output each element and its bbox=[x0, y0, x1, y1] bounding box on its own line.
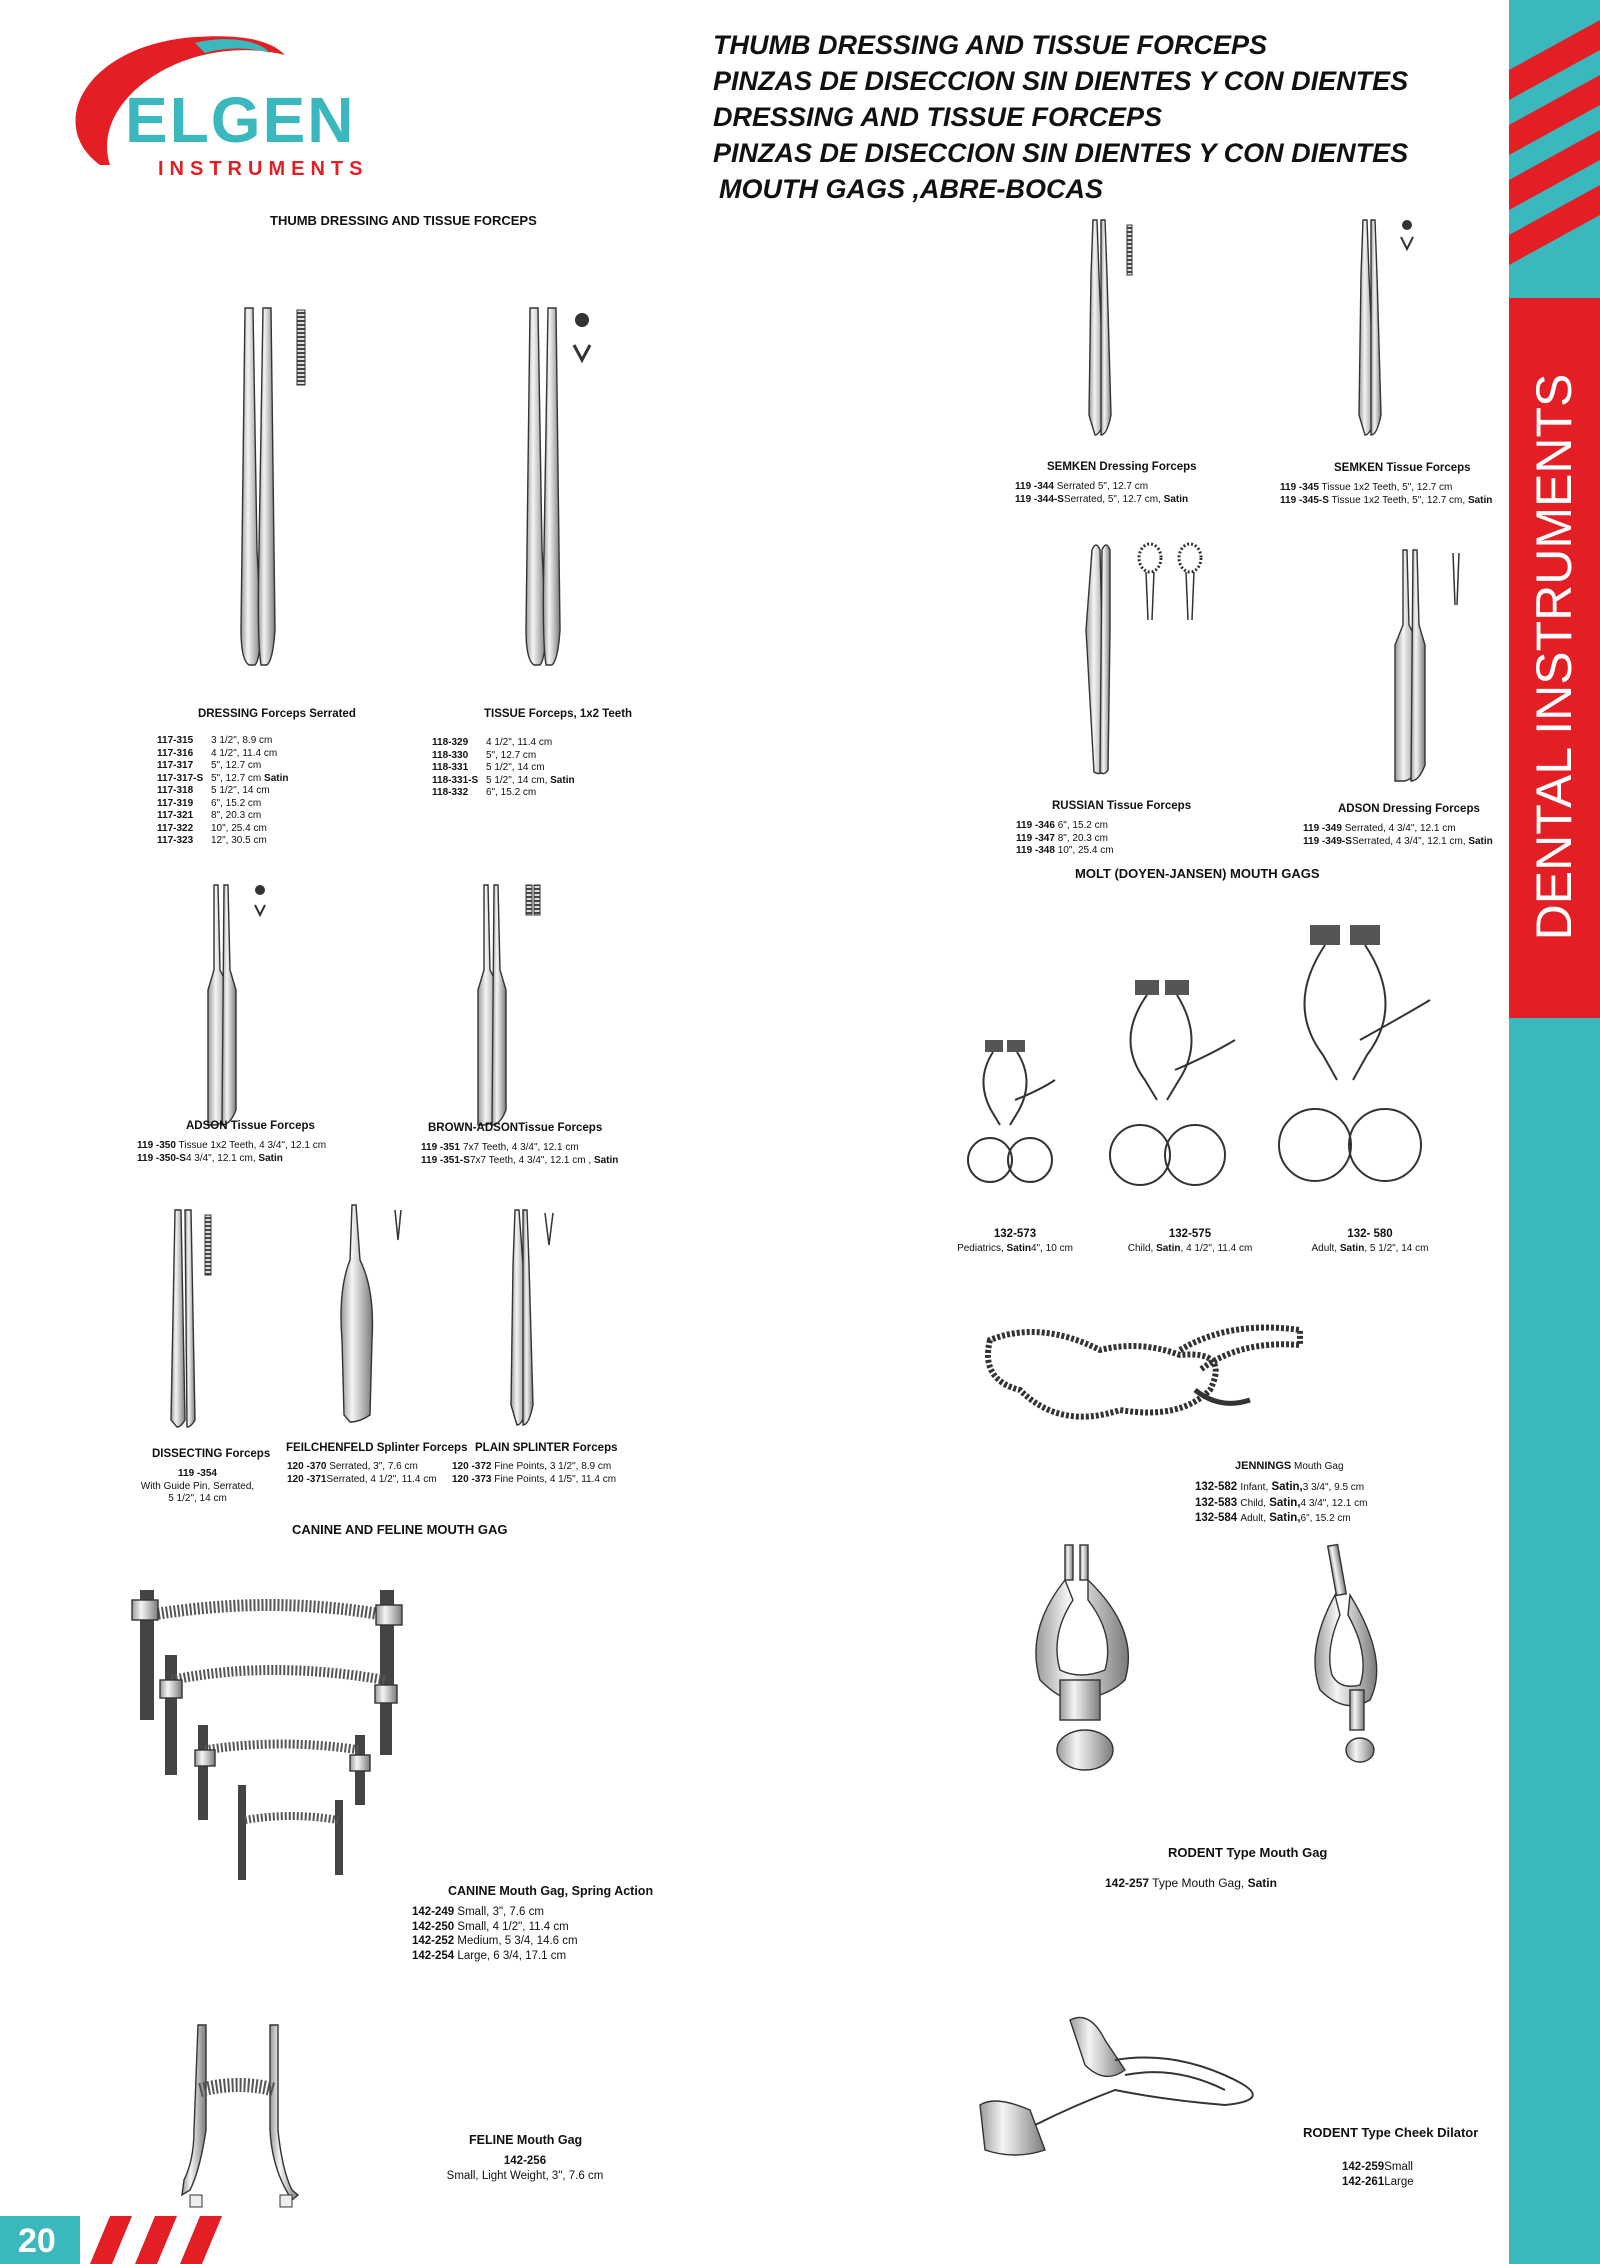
title-line-1: THUMB DRESSING AND TISSUE FORCEPS bbox=[713, 30, 1268, 60]
molt-gag-pediatric-image bbox=[955, 1030, 1065, 1195]
jennings-title: JENNINGS Mouth Gag bbox=[1235, 1460, 1344, 1472]
dissecting-forceps-image bbox=[165, 1205, 225, 1430]
semken-tissue-specs: 119 -345 Tissue 1x2 Teeth, 5", 12.7 cm 119 -345-S Tissue 1x2 Teeth, 5", 12.7 cm, Satin bbox=[1280, 482, 1493, 506]
jennings-specs: 132-582 Infant, Satin,3 3/4", 9.5 cm 132-583 Child, Satin,4 3/4", 12.1 cm 132-584 Adult, Satin,6", 15.2 cm bbox=[1195, 1481, 1368, 1524]
dissecting-specs: 119 -354 With Guide Pin, Serrated, 5 1/2", 14 cm bbox=[140, 1468, 255, 1504]
sidebar-stripes-icon bbox=[1509, 0, 1600, 300]
section-canine-feline: CANINE AND FELINE MOUTH GAG bbox=[292, 1522, 508, 1537]
feilchenfeld-splinter-forceps-image bbox=[330, 1200, 430, 1425]
russian-tissue-forceps-image bbox=[1080, 540, 1220, 780]
brown-adson-forceps-image bbox=[470, 880, 550, 1130]
dissecting-title: DISSECTING Forceps bbox=[152, 1448, 271, 1460]
canine-gag-small bbox=[195, 1725, 370, 1820]
jennings-mouth-gag-image bbox=[980, 1310, 1310, 1450]
plain-splinter-specs: 120 -372 Fine Points, 3 1/2", 8.9 cm 120 -373 Fine Points, 4 1/5", 11.4 cm bbox=[452, 1461, 617, 1485]
brown-adson-title: BROWN-ADSONTissue Forceps bbox=[428, 1122, 603, 1134]
molt-575-caption: 132-575 Child, Satin, 4 1/2", 11.4 cm bbox=[1127, 1228, 1253, 1254]
semken-tissue-title: SEMKEN Tissue Forceps bbox=[1334, 462, 1471, 474]
footer-stripes-icon bbox=[80, 2216, 240, 2264]
plain-splinter-title: PLAIN SPLINTER Forceps bbox=[475, 1442, 618, 1454]
semken-dressing-forceps-image bbox=[1085, 215, 1155, 440]
sidebar-label: DENTAL INSTRUMENTS bbox=[1526, 373, 1582, 941]
rodent-mouth-gag-spec: 142-257 Type Mouth Gag, Satin bbox=[1105, 1876, 1277, 1890]
molt-573-caption: 132-573 Pediatrics, Satin4", 10 cm bbox=[957, 1228, 1073, 1254]
tissue-forceps-title: TISSUE Forceps, 1x2 Teeth bbox=[484, 708, 633, 720]
rodent-cheek-title: RODENT Type Cheek Dilator bbox=[1303, 2125, 1479, 2140]
semken-dressing-title: SEMKEN Dressing Forceps bbox=[1047, 461, 1197, 473]
semken-tissue-forceps-image bbox=[1355, 215, 1425, 440]
feline-title: FELINE Mouth Gag bbox=[469, 2133, 583, 2147]
adson-dressing-title: ADSON Dressing Forceps bbox=[1338, 803, 1480, 815]
feilchenfeld-specs: 120 -370 Serrated, 3", 7.6 cm 120 -371Serrated, 4 1/2", 11.4 cm bbox=[287, 1461, 437, 1485]
semken-dressing-specs: 119 -344 Serrated 5", 12.7 cm 119 -344-SSerrated, 5", 12.7 cm, Satin bbox=[1015, 481, 1189, 505]
brand-name: ELGEN bbox=[125, 84, 356, 156]
molt-gag-adult-image bbox=[1265, 915, 1435, 1195]
section-thumb: THUMB DRESSING AND TISSUE FORCEPS bbox=[270, 213, 537, 228]
brand-subtitle: INSTRUMENTS bbox=[158, 158, 369, 180]
page-number: 20 bbox=[18, 2222, 56, 2260]
footer-bar bbox=[0, 2216, 230, 2264]
feline-mouth-gag-image bbox=[170, 2020, 310, 2220]
sidebar bbox=[1509, 0, 1600, 2264]
russian-specs: 119 -346 6", 15.2 cm 119 -347 8", 20.3 cm 119 -348 10", 25.4 cm bbox=[1016, 820, 1114, 856]
feline-specs: 142-256 Small, Light Weight, 3", 7.6 cm bbox=[446, 2155, 604, 2182]
molt-gag-child-image bbox=[1095, 970, 1245, 1200]
rodent-mouth-gag-image-2 bbox=[1290, 1540, 1420, 1800]
rodent-mouth-gag-title: RODENT Type Mouth Gag bbox=[1168, 1845, 1328, 1860]
dressing-forceps-title: DRESSING Forceps Serrated bbox=[198, 708, 356, 720]
feilchenfeld-title: FEILCHENFELD Splinter Forceps bbox=[286, 1442, 468, 1454]
title-line-2: PINZAS DE DISECCION SIN DIENTES Y CON DIENTES bbox=[713, 66, 1409, 96]
title-line-5: MOUTH GAGS ,ABRE-BOCAS bbox=[719, 174, 1103, 204]
russian-title: RUSSIAN Tissue Forceps bbox=[1052, 800, 1192, 812]
dressing-forceps-image bbox=[235, 300, 315, 670]
dressing-forceps-specs: 117-315 3 1/2", 8.9 cm 117-316 4 1/2", 11.4 cm 117-317 5", 12.7 cm 117-317-S 5", 12.7 cm Satin 117-318 5 1/2", 14 cm 117-319 6", 15.2 cm 117-321 8", 20.3 cm 117-322 10", 25.4 cm 117-323 12", 30.5 cm bbox=[157, 735, 289, 846]
canine-title: CANINE Mouth Gag, Spring Action bbox=[448, 1884, 654, 1898]
rodent-cheek-dilator-image bbox=[975, 2010, 1285, 2170]
brown-adson-specs: 119 -351 7x7 Teeth, 4 3/4", 12.1 cm 119 -351-S7x7 Teeth, 4 3/4", 12.1 cm , Satin bbox=[421, 1142, 619, 1166]
plain-splinter-forceps-image bbox=[505, 1205, 585, 1430]
adson-tissue-title: ADSON Tissue Forceps bbox=[186, 1120, 315, 1132]
adson-dressing-forceps-image bbox=[1385, 545, 1485, 785]
rodent-cheek-specs: 142-259Small 142-261Large bbox=[1342, 2161, 1414, 2188]
tissue-forceps-specs: 118-329 4 1/2", 11.4 cm 118-330 5", 12.7 cm 118-331 5 1/2", 14 cm 118-331-S 5 1/2", 14 cm, Satin 118-332 6", 15.2 cm bbox=[432, 737, 575, 798]
adson-tissue-specs: 119 -350 Tissue 1x2 Teeth, 4 3/4", 12.1 cm 119 -350-S4 3/4", 12.1 cm, Satin bbox=[137, 1140, 327, 1164]
title-line-4: PINZAS DE DISECCION SIN DIENTES Y CON DIENTES bbox=[713, 138, 1409, 168]
adson-tissue-forceps-image bbox=[200, 880, 280, 1130]
canine-mouth-gag-image bbox=[110, 1570, 450, 1890]
header-titles bbox=[713, 27, 1408, 207]
rodent-mouth-gag-image-1 bbox=[1020, 1540, 1150, 1800]
title-line-3: DRESSING AND TISSUE FORCEPS bbox=[713, 102, 1163, 132]
canine-specs: 142-249 Small, 3", 7.6 cm 142-250 Small, 4 1/2", 11.4 cm 142-252 Medium, 5 3/4, 14.6 cm 142-254 Large, 6 3/4, 17.1 cm bbox=[412, 1906, 578, 1962]
molt-580-caption: 132- 580 Adult, Satin, 5 1/2", 14 cm bbox=[1311, 1228, 1429, 1254]
tissue-forceps-image bbox=[520, 300, 600, 670]
brand-logo bbox=[55, 25, 405, 185]
section-molt: MOLT (DOYEN-JANSEN) MOUTH GAGS bbox=[1075, 866, 1320, 881]
canine-gag-xsmall bbox=[238, 1785, 343, 1880]
adson-dressing-specs: 119 -349 Serrated, 4 3/4", 12.1 cm 119 -349-SSerrated, 4 3/4", 12.1 cm, Satin bbox=[1303, 823, 1493, 847]
